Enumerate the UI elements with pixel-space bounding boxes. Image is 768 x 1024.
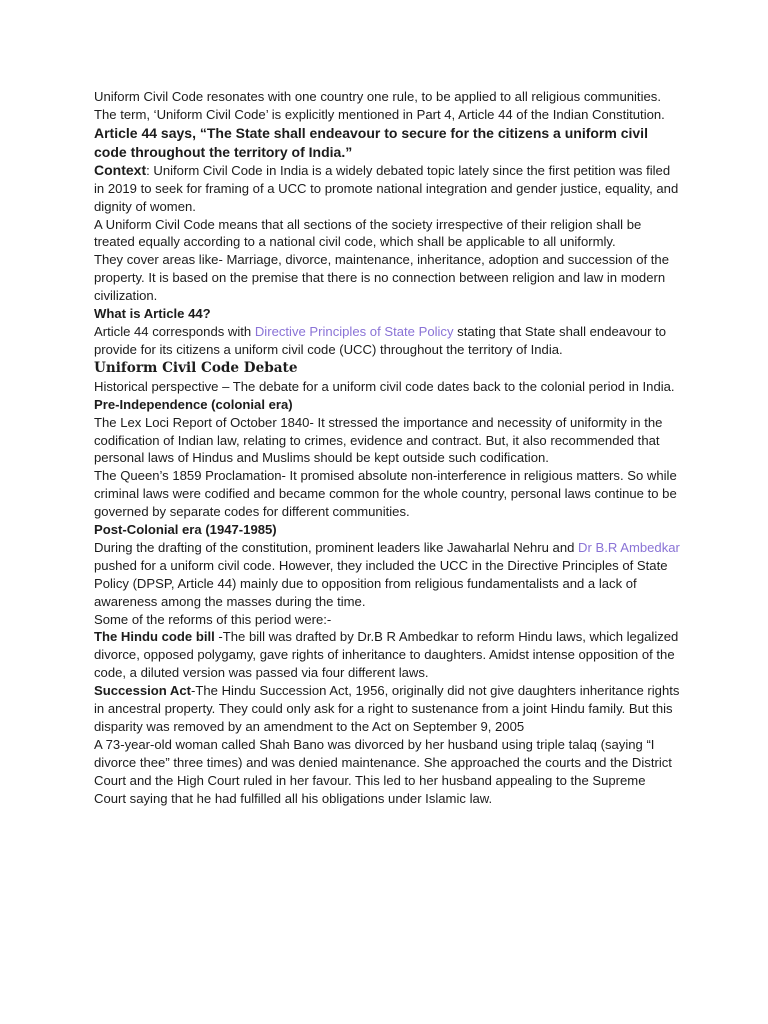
intro-paragraph bbox=[94, 88, 680, 162]
ambedkar-link[interactable]: Dr B.R Ambedkar bbox=[578, 539, 680, 555]
intro-text: Uniform Civil Code resonates with one country one rule, to be applied to all religious communities. The term, ‘Uniform Civil Code’ is explicitly mentioned in Part 4, Article 44 of the Indian Constitution. bbox=[94, 89, 665, 122]
context-paragraph bbox=[94, 162, 680, 216]
document-page bbox=[94, 88, 680, 808]
hindu-code-label: The Hindu code bill bbox=[94, 629, 215, 645]
succession-act-text: -The Hindu Succession Act, 1956, originally did not give daughters inheritance rights in ancestral property. They could only ask for a right to sustenance from a joint Hindu family. But this disparity was removed by an amendment to the Act on September 9, 2005 bbox=[94, 683, 680, 734]
context-label: Context bbox=[94, 161, 147, 178]
post-colonial-text-before: During the drafting of the constitution, prominent leaders like Jawaharlal Nehru and bbox=[94, 539, 579, 555]
article-44-text-before: Article 44 corresponds with bbox=[94, 323, 255, 339]
succession-act-paragraph bbox=[94, 682, 680, 736]
post-colonial-text-after: pushed for a uniform civil code. However, they included the UCC in the Directive Principles of State Policy (DPSP, Article 44) mainly due to opposition from religious fundamentalists and a lack of awareness among the masses during the time. bbox=[94, 557, 668, 609]
hindu-code-text: -The bill was drafted by Dr.B R Ambedkar to reform Hindu laws, which legalized divorce, opposed polygamy, gave rights of inheritance to daughters. Amidst intense opposition of the code, a diluted version was passed via four different laws. bbox=[94, 629, 679, 681]
ucc-areas-paragraph: They cover areas like- Marriage, divorce, maintenance, inheritance, adoption and succession of the property. It is based on the premise that there is no connection between religion and law in modern civilization. bbox=[94, 252, 669, 304]
post-colonial-paragraph bbox=[94, 539, 680, 611]
post-colonial-heading: Post-Colonial era (1947-1985) bbox=[94, 522, 277, 538]
article-44-quote: Article 44 says, “The State shall endeavour to secure for the citizens a uniform civil code throughout the territory of India.” bbox=[94, 124, 648, 160]
dpsp-link[interactable]: Directive Principles of State Policy bbox=[254, 323, 454, 339]
context-text: : Uniform Civil Code in India is a widely debated topic lately since the first petition was filed in 2019 to seek for framing of a UCC to promote national integration and gender justice, equality, and dignity of women. bbox=[94, 162, 679, 214]
reforms-intro: Some of the reforms of this period were:- bbox=[94, 611, 332, 627]
pre-independence-heading: Pre-Independence (colonial era) bbox=[94, 396, 293, 412]
ucc-debate-heading: Uniform Civil Code Debate bbox=[94, 359, 298, 376]
queen-proclamation-paragraph: The Queen’s 1859 Proclamation- It promised absolute non-interference in religious matters. So while criminal laws were codified and became common for the whole country, personal laws continue to be governed by separate codes for different communities. bbox=[94, 468, 677, 520]
ucc-meaning-paragraph: A Uniform Civil Code means that all sections of the society irrespective of their religion shall be treated equally according to a national civil code, which shall be applicable to all uniformly. bbox=[94, 216, 642, 250]
hindu-code-paragraph bbox=[94, 628, 680, 682]
historical-perspective-paragraph: Historical perspective – The debate for a uniform civil code dates back to the colonial period in India. bbox=[94, 378, 675, 394]
lex-loci-paragraph: The Lex Loci Report of October 1840- It stressed the importance and necessity of uniformity in the codification of Indian law, relating to crimes, evidence and contract. But, it also recommended that personal laws of Hindus and Muslims should be kept outside such codification. bbox=[94, 414, 663, 466]
article-44-paragraph bbox=[94, 323, 680, 359]
shah-bano-paragraph: A 73-year-old woman called Shah Bano was divorced by her husband using triple talaq (saying “I divorce thee” three times) and was denied maintenance. She approached the courts and the District Court and the High Court ruled in her favour. This led to her husband appealing to the Supreme Court saying that he had fulfilled all his obligations under Islamic law. bbox=[94, 736, 672, 806]
article-44-heading: What is Article 44? bbox=[94, 306, 211, 322]
succession-act-label: Succession Act bbox=[94, 683, 192, 699]
article-44-text-after: stating that State shall endeavour to provide for its citizens a uniform civil code (UCC) throughout the territory of India. bbox=[94, 323, 667, 357]
